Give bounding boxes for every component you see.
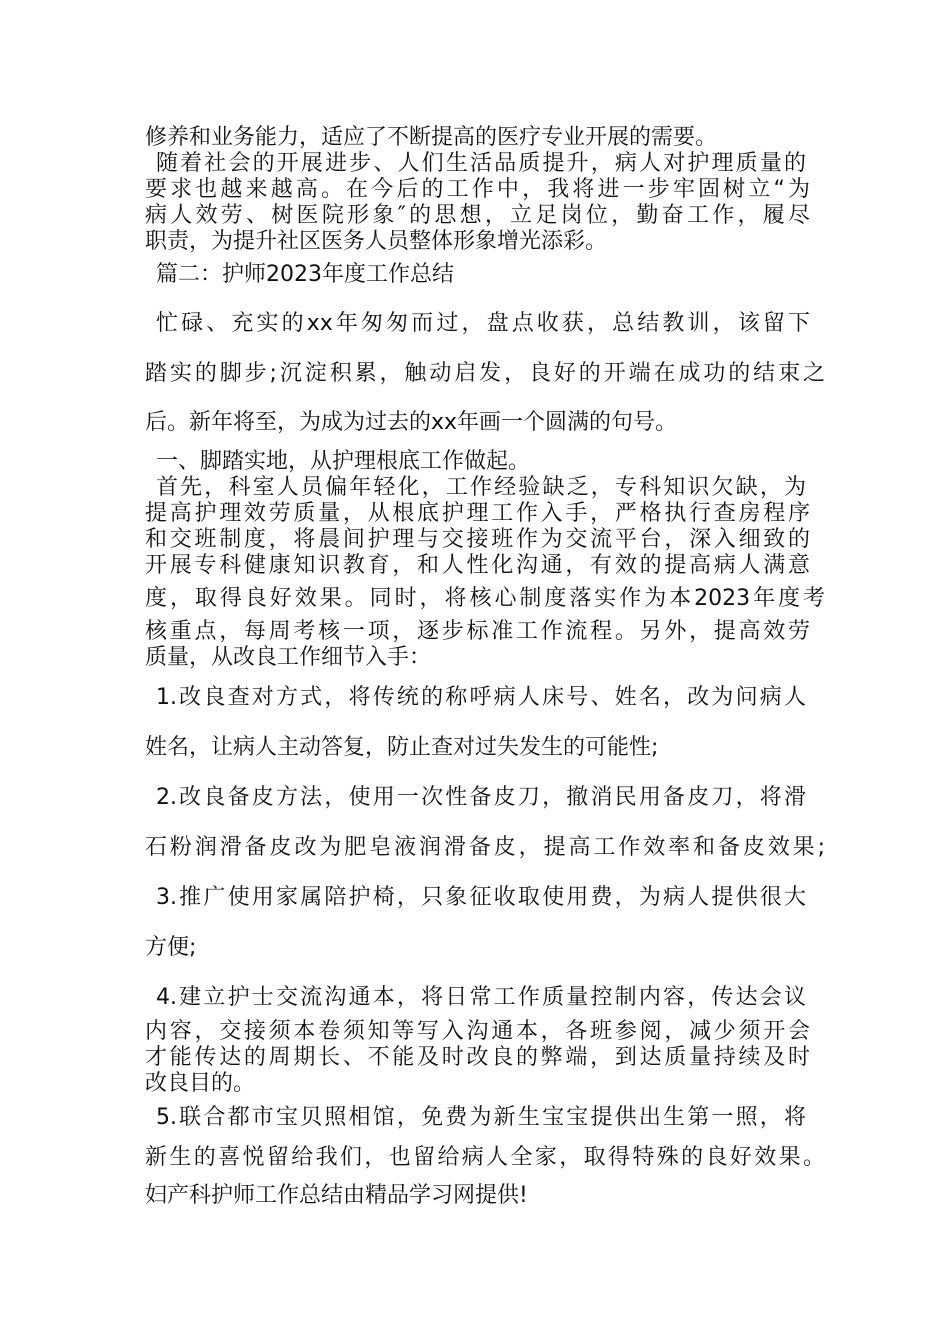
text-line: 随着社会的开展进步、人们生活品质提升，病人对护理质量的 bbox=[156, 151, 806, 176]
text-line: 石粉润滑备皮改为肥皂液润滑备皮，提高工作效率和备皮效果; bbox=[145, 835, 825, 860]
list-item: 3.推广使用家属陪护椅，只象征收取使用费，为病人提供很大 bbox=[156, 885, 806, 910]
text-line: 质量，从改良工作细节入手： bbox=[145, 645, 432, 670]
text-line: 新生的喜悦留给我们，也留给病人全家，取得特殊的良好效果。 bbox=[145, 1145, 825, 1170]
text-line: 提高护理效劳质量，从根底护理工作入手，严格执行查房程序 bbox=[145, 501, 810, 526]
text-line: 开展专科健康知识教育，和人性化沟通，有效的提高病人满意 bbox=[145, 553, 810, 578]
list-item: 2.改良备皮方法，使用一次性备皮刀，撤消民用备皮刀，将滑 bbox=[156, 785, 806, 810]
list-item: 5.联合都市宝贝照相馆，免费为新生宝宝提供出生第一照，将 bbox=[156, 1105, 806, 1130]
text-line: 方便; bbox=[145, 935, 197, 960]
text-line: 职责，为提升社区医务人员整体形象增光添彩。 bbox=[145, 229, 608, 254]
footer-text: 妇产科护师工作总结由精品学习网提供! bbox=[145, 1183, 528, 1208]
text-line: 核重点，每周考核一项，逐步标准工作流程。另外，提高效劳 bbox=[145, 619, 810, 644]
text-line: 踏实的脚步;沉淀积累，触动启发，良好的开端在成功的结束之 bbox=[145, 361, 825, 386]
text-line: 姓名，让病人主动答复，防止查对过失发生的可能性; bbox=[145, 735, 659, 760]
text-line: 修养和业务能力，适应了不断提高的医疗专业开展的需要。 bbox=[145, 125, 718, 150]
text-line: 后。新年将至，为成为过去的xx年画一个圆满的句号。 bbox=[145, 410, 678, 435]
text-line: 改良目的。 bbox=[145, 1071, 256, 1096]
text-line: 内容，交接须本卷须知等写入沟通本，各班参阅，减少须开会 bbox=[145, 1019, 810, 1044]
text-line: 和交班制度，将晨间护理与交接班作为交流平台，深入细致的 bbox=[145, 527, 810, 552]
text-line: 忙碌、充实的xx年匆匆而过，盘点收获，总结教训，该留下 bbox=[156, 311, 810, 336]
section-heading: 篇二：护师2023年度工作总结 bbox=[156, 262, 454, 287]
text-line: 才能传达的周期长、不能及时改良的弊端，到达质量持续及时 bbox=[145, 1045, 810, 1070]
text-line: 度，取得良好效果。同时，将核心制度落实作为本2023年度考 bbox=[145, 586, 825, 611]
list-item: 1.改良查对方式，将传统的称呼病人床号、姓名，改为问病人 bbox=[156, 685, 806, 710]
list-heading: 一、脚踏实地，从护理根底工作做起。 bbox=[156, 449, 531, 474]
list-item: 4.建立护士交流沟通本，将日常工作质量控制内容，传达会议 bbox=[156, 985, 806, 1010]
text-line: 要求也越来越高。在今后的工作中，我将进一步牢固树立“为 bbox=[145, 177, 810, 202]
text-line: 首先，科室人员偏年轻化，工作经验缺乏，专科知识欠缺，为 bbox=[156, 475, 806, 500]
text-line: 病人效劳、树医院形象″的思想，立足岗位，勤奋工作，履尽 bbox=[145, 203, 810, 228]
